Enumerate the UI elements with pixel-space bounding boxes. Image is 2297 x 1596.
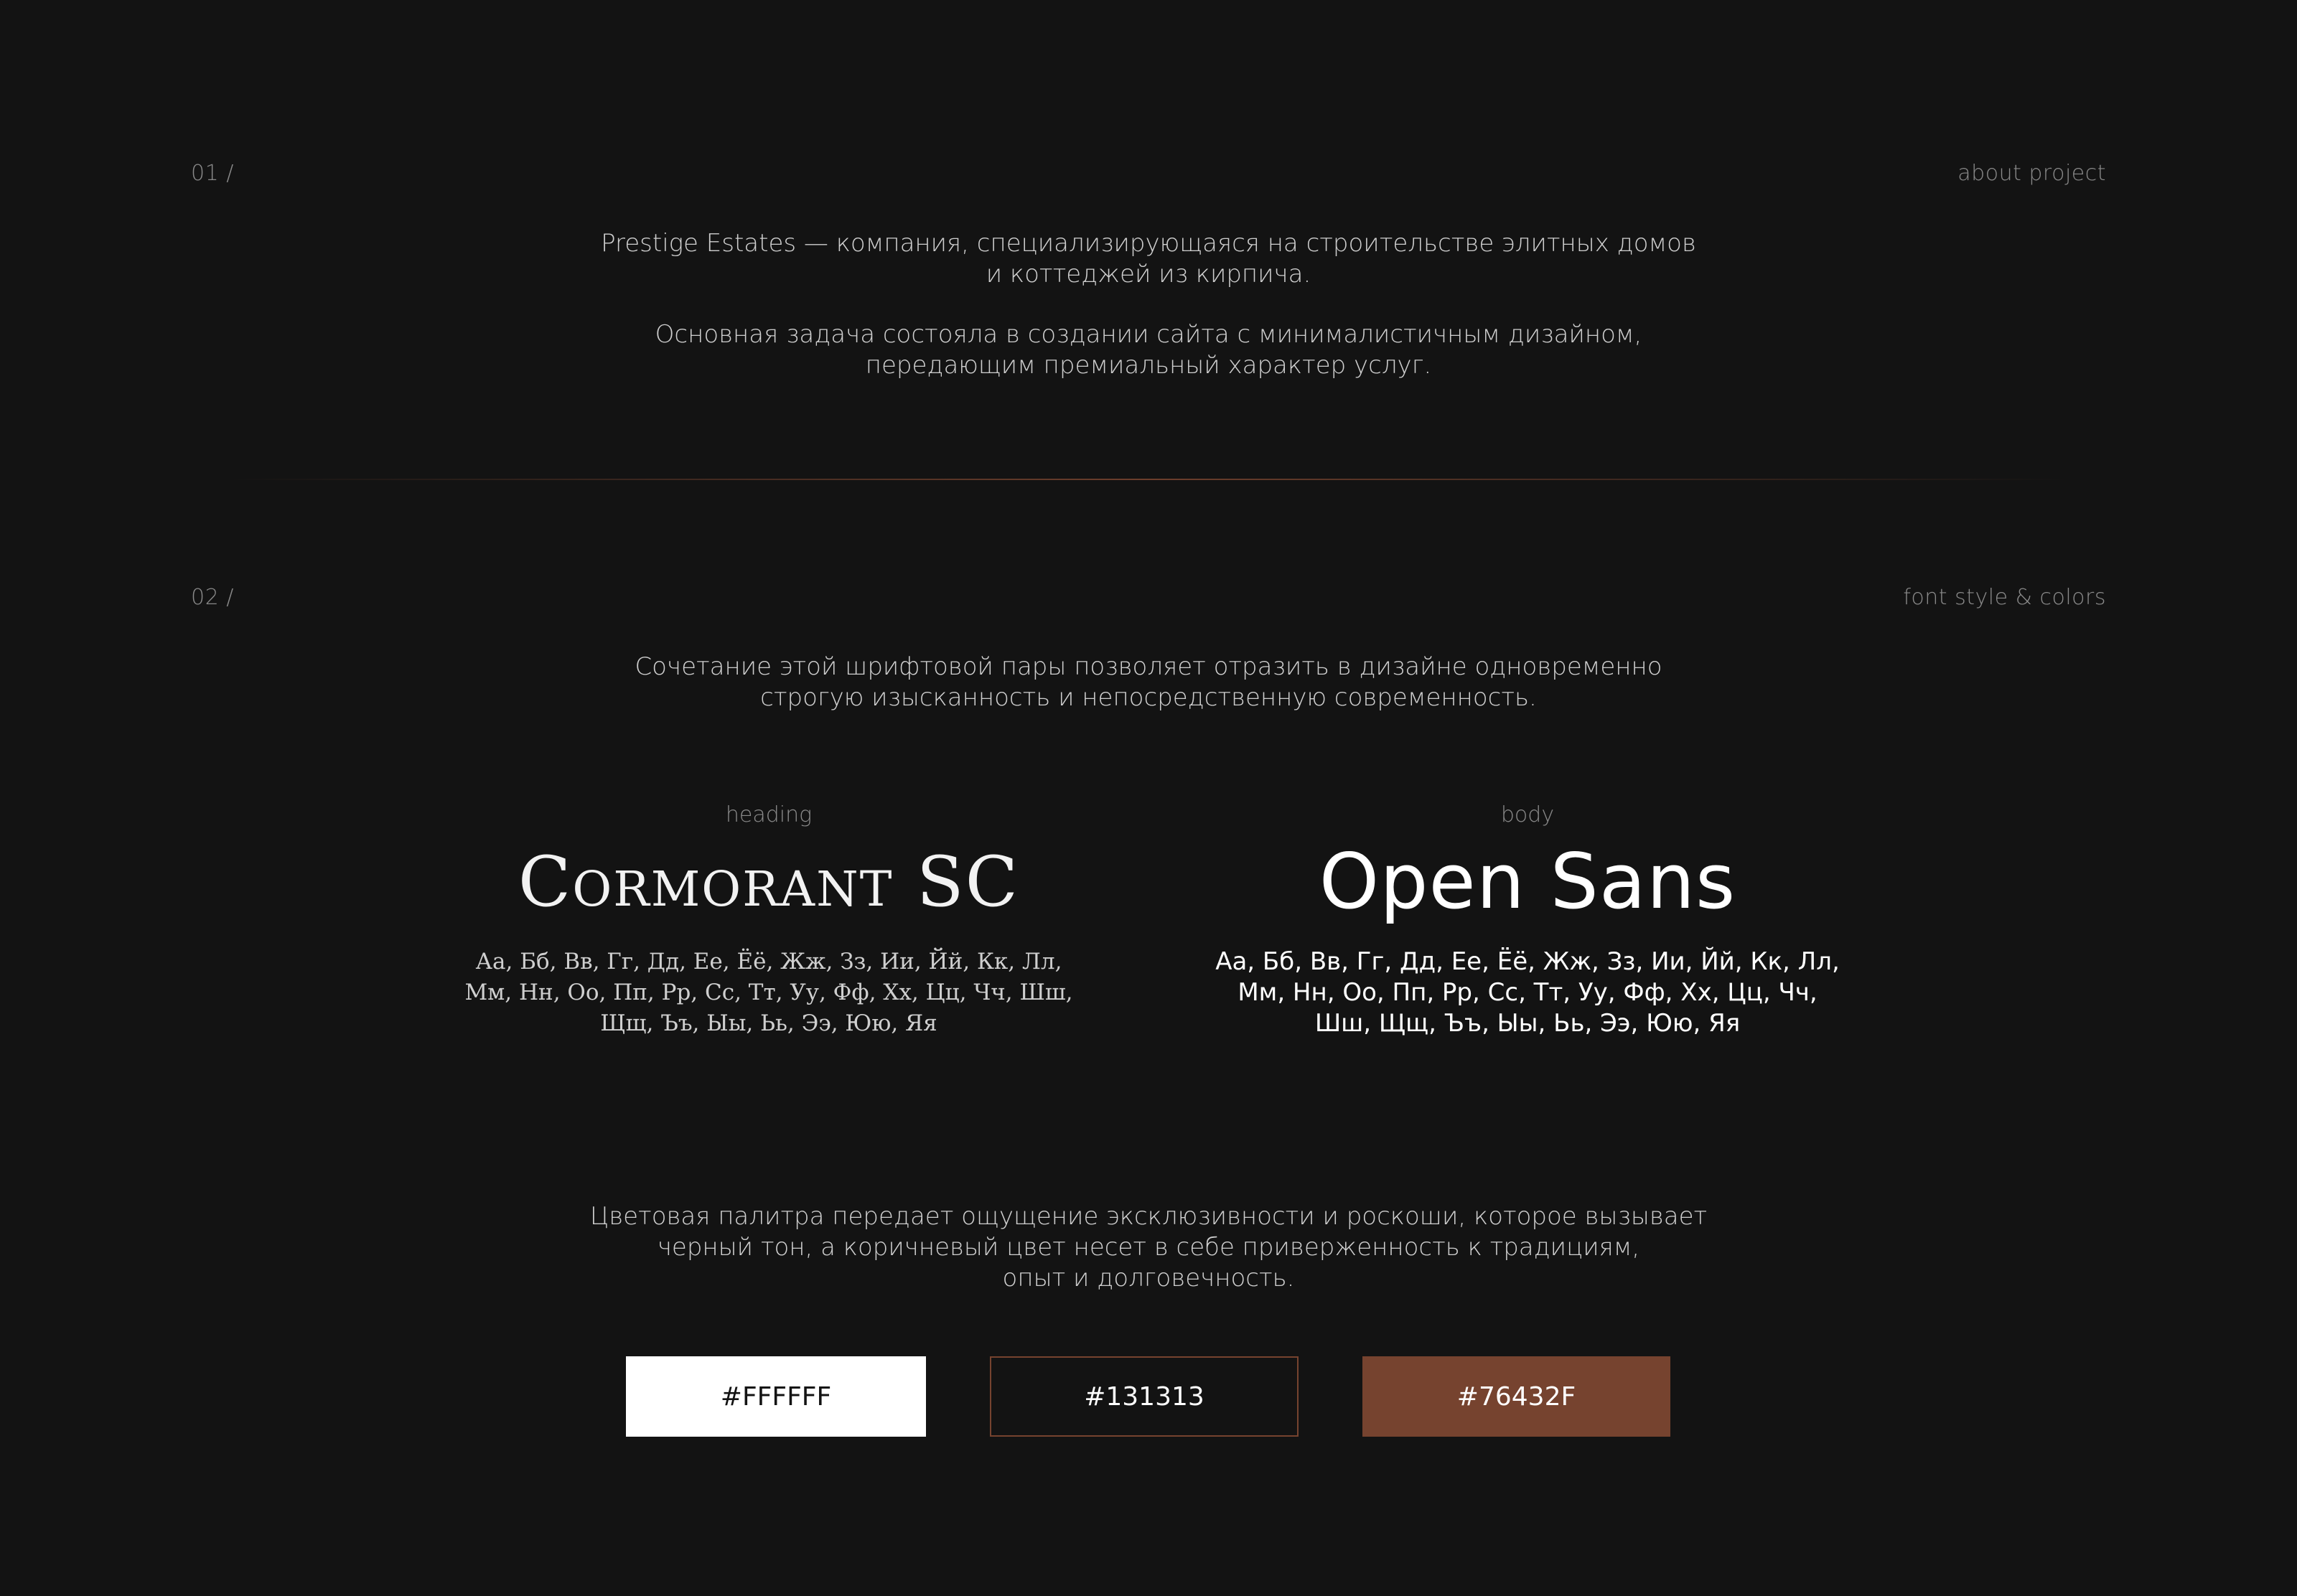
alphabet-line: Щщ, Ъъ, Ыы, Ьь, Ээ, Юю, Яя — [600, 1010, 937, 1036]
font-pair-intro — [0, 652, 2297, 713]
section-label-font-style-colors: font style & colors — [1903, 585, 2106, 610]
text-line: Сочетание этой шрифтовой пары позволяет отразить в дизайне одновременно — [635, 652, 1662, 681]
color-swatch-brown — [1362, 1356, 1670, 1437]
alphabet-line: Аа, Бб, Вв, Гг, Дд, Ее, Ёё, Жж, Зз, Ии, Йй, Кк, Лл, — [1215, 947, 1840, 976]
color-palette-description — [0, 1201, 2297, 1294]
text-line: и коттеджей из кирпича. — [986, 260, 1311, 288]
heading-font-alphabet — [410, 947, 1128, 1039]
body-font-name: Open Sans — [1319, 837, 1736, 926]
text-line: черный тон, а коричневый цвет несет в себе приверженность к традициям, — [657, 1233, 1640, 1262]
text-line: Prestige Estates — компания, специализирующаяся на строительстве элитных домов — [601, 229, 1696, 258]
alphabet-line: Шш, Щщ, Ъъ, Ыы, Ьь, Ээ, Юю, Яя — [1314, 1009, 1741, 1038]
about-paragraph-2 — [0, 319, 2297, 381]
color-swatch-black — [990, 1356, 1299, 1437]
color-swatch-white — [626, 1356, 926, 1437]
text-line: строгую изысканность и непосредственную современность. — [760, 683, 1537, 712]
font-role-heading: heading — [725, 802, 813, 827]
alphabet-line: Мм, Нн, Оо, Пп, Рр, Сс, Тт, Уу, Фф, Хх, Цц, Чч, Шш, — [464, 980, 1073, 1005]
section-number-1: 01 / — [191, 161, 234, 186]
heading-font-name: Cormorant SC — [518, 842, 1020, 922]
alphabet-line: Мм, Нн, Оо, Пп, Рр, Сс, Тт, Уу, Фф, Хх, Цц, Чч, — [1238, 978, 1818, 1007]
section-divider — [230, 479, 2067, 480]
body-font-specimen — [1169, 802, 1886, 1039]
heading-font-specimen — [410, 802, 1128, 1039]
swatch-hex-label: #131313 — [1084, 1381, 1204, 1412]
about-paragraph-1 — [0, 228, 2297, 290]
text-line: Основная задача состояла в создании сайта с минималистичным дизайном, — [655, 320, 1642, 349]
alphabet-line: Аа, Бб, Вв, Гг, Дд, Ее, Ёё, Жж, Зз, Ии, Йй, Кк, Лл, — [475, 949, 1062, 975]
swatch-hex-label: #76432F — [1456, 1381, 1576, 1412]
body-font-alphabet — [1169, 947, 1886, 1039]
swatch-hex-label: #FFFFFF — [720, 1381, 832, 1412]
text-line: опыт и долговечность. — [1002, 1264, 1295, 1292]
text-line: Цветовая палитра передает ощущение эксклюзивности и роскоши, которое вызывает — [589, 1202, 1708, 1231]
text-line: передающим премиальный характер услуг. — [865, 351, 1432, 380]
font-role-body: body — [1500, 802, 1555, 827]
section-number-2: 02 / — [191, 585, 234, 610]
section-label-about-project: about project — [1957, 161, 2106, 186]
